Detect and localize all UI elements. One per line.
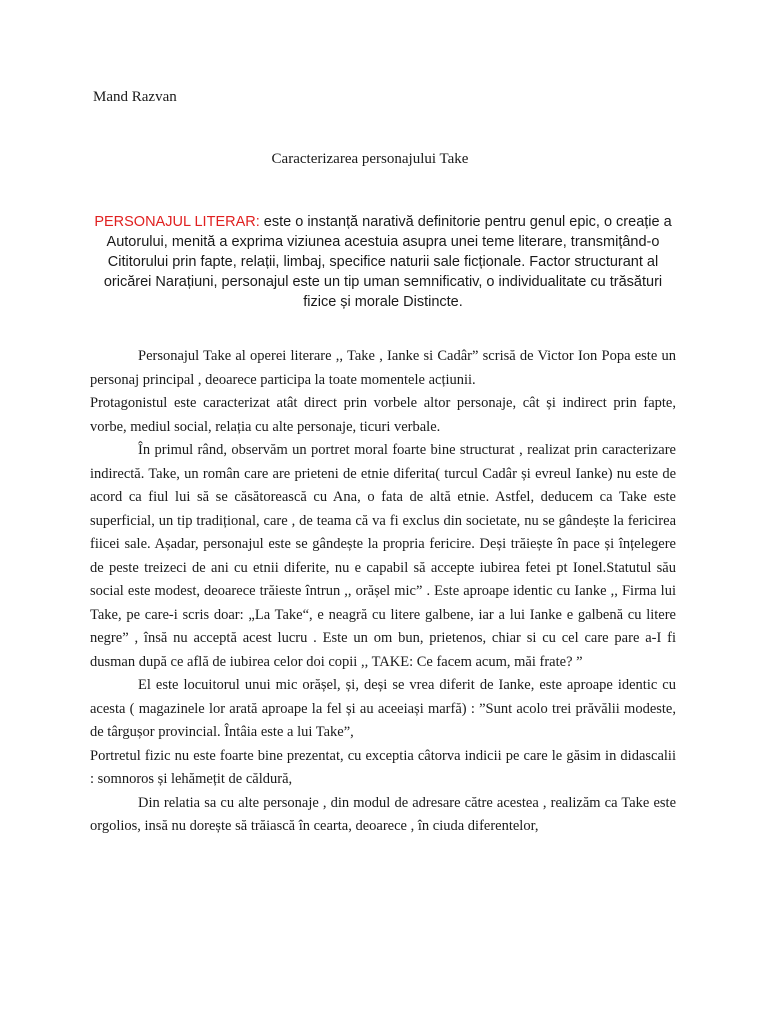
paragraph: Protagonistul este caracterizat atât direct prin vorbele altor personaje, cât și indirect prin fapte, vorbe, mediul social, relația cu alte personaje, ticuri verbale. (90, 395, 676, 435)
author-name: Mand Razvan (93, 89, 177, 105)
paragraph: Din relatia sa cu alte personaje , din modul de adresare către acestea , realizăm ca Take este orgolios, insă nu dorește să trăiască în cearta, deoarece , în ciuda diferentelor, (90, 794, 676, 834)
paragraph: În primul rând, observăm un portret moral foarte bine structurat , realizat prin caracterizare indirectă. Take, un român care are prieteni de etnie diferita( turcul Cadâr și evreul Ianke) nu este de acord ca fiul lui să se căsătorească cu Ana, o fata de altă etnie. Astfel, deducem ca Take este superficial, un tip tradițional, care , de teama că va fi exclus din societate, nu se gândește la fericirea fiicei sale. Așadar, personajul este se gândește la propria fericire. Deși trăiește în pace și înțelegere de peste treizeci de ani cu etnii diferite, nu e capabil să accepte iubirea fetei pt Ionel.Statutul său social este modest, deoarece trăieste întrun ,, orășel mic” . Este aproape identic cu Ianke ,, Firma lui Take, pe care-i scris doar: „La Take“, e neagră cu litere galbene, iar a lui Ianke e galbenă cu litere negre” , însă nu acceptă acest lucru . Este un om bun, prietenos, chiar si cu cel care pare a-I fi dusman după ce află de iubirea celor doi copii ,, TAKE: Ce facem acum, măi frate? ” (90, 442, 676, 670)
body-text (90, 345, 676, 839)
paragraph: Portretul fizic nu este foarte bine prezentat, cu exceptia câtorva indicii pe care le găsim in didascalii : somnoros și lehămețit de căldură, (90, 747, 676, 787)
intro-definition-text: este o instanță narativă definitorie pentru genul epic, o creație a Autorului, menită a exprima viziunea acestuia asupra unei teme literare, transmițând-o Cititorului prin fapte, relații, limbaj, specifice naturii sale ficționale. Factor structurant al oricărei Narațiuni, personajul este un tip uman semnificativ, o individualitate cu trăsături fizice și morale Distincte. (103, 214, 672, 310)
intro-lead-term: PERSONAJUL LITERAR: (94, 214, 260, 230)
document-title: Caracterizarea personajului Take (271, 151, 469, 167)
paragraph: Personajul Take al operei literare ,, Take , Ianke si Cadâr” scrisă de Victor Ion Popa este un personaj principal , deoarece participa la toate momentele acțiunii. (90, 348, 676, 388)
paragraph: El este locuitorul unui mic orășel, și, deși se vrea diferit de Ianke, este aproape identic cu acesta ( magazinele lor arată aproape la fel și au aceeiași marfă) : ”Sunt acolo trei prăvălii modeste, de târgușor provincial. Întâia este a lui Take”, (90, 677, 676, 740)
intro-definition (90, 212, 676, 312)
